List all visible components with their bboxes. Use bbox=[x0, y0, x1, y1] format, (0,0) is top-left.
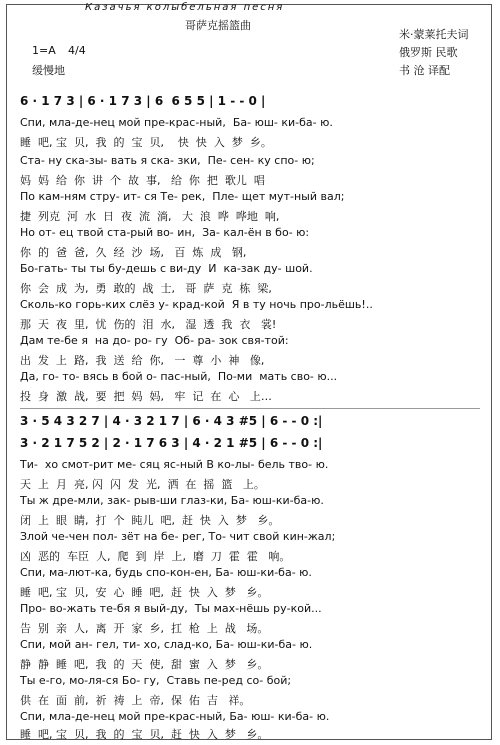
key-signature: 1=A bbox=[32, 44, 56, 57]
lyric-line: Спи, мла-де-нец мой пре-крас-ный, Ба- юш- ки-ба- ю. bbox=[20, 710, 330, 723]
lyric-line: Ты ж дре-мли, зак- рыв-ши глаз-ки, Ба- юш-ки-ба-ю. bbox=[20, 494, 324, 507]
lyric-line: 天 上 月 亮, 闪 闪 发 光, 洒 在 摇 篮 上。 bbox=[20, 478, 265, 491]
lyric-line: Сколь-ко горь-ких слёз у- крад-кой Я в ту ночь про-льёшь!.. bbox=[20, 298, 373, 311]
lyric-line: Но от- ец твой ста-рый во- ин, За- кал-ён в бо- ю: bbox=[20, 226, 310, 239]
lyric-line: 你 的 爸 爸, 久 经 沙 场, 百 炼 成 钢, bbox=[20, 246, 247, 259]
lyric-line: Ты е-го, мо-ля-ся Бо- гу, Ставь пе-ред со- бой; bbox=[20, 674, 292, 687]
lyric-line: 睡 吧, 宝 贝, 安 心 睡 吧, 赶 快 入 梦 乡。 bbox=[20, 586, 269, 599]
time-signature: 4/4 bbox=[68, 44, 86, 57]
lyric-line: 投 身 激 战, 要 把 妈 妈, 牢 记 在 心 上… bbox=[20, 390, 272, 403]
lyric-line: 供 在 面 前, 祈 祷 上 帝, 保 佑 吉 祥。 bbox=[20, 694, 251, 707]
lyric-line: 妈 妈 给 你 讲 个 故 事, 给 你 把 歌儿 唱 bbox=[20, 174, 265, 187]
lyric-line: Про- во-жать те-бя я вый-ду, Ты мах-нёшь ру-кой... bbox=[20, 602, 322, 615]
lyric-line: 你 会 成 为, 勇 敢的 战 士, 哥 萨 克 栋 梁, bbox=[20, 282, 272, 295]
lyric-line: 闭 上 眼 睛, 打 个 盹儿 吧, 赶 快 入 梦 乡。 bbox=[20, 514, 280, 527]
lyric-line: По кам-ням стру- ит- ся Те- рек, Пле- щет мут-ный вал; bbox=[20, 190, 345, 203]
melody-notation-2b: 3 · 2 1 7 5 2 | 2 · 1 7 6 3 | 4 · 2 1 #5 | 6 - - 0 :| bbox=[20, 436, 323, 450]
origin-credit: 俄罗斯 民歌 bbox=[399, 46, 458, 59]
lyric-line: Дам те-бе я на до- ро- гу Об- ра- зок свя-той: bbox=[20, 334, 289, 347]
lyric-line: 睡 吧, 宝 贝, 我 的 宝 贝, 赶 快 入 梦 乡。 bbox=[20, 728, 269, 741]
translator-credit: 书 沧 译配 bbox=[399, 64, 450, 77]
lyric-line: 捷 列克 河 水 日 夜 流 淌, 大 浪 哗 哗地 响, bbox=[20, 210, 280, 223]
lyric-line: 告 别 亲 人, 离 开 家 乡, 扛 枪 上 战 场。 bbox=[20, 622, 269, 635]
lyric-line: 出 发 上 路, 我 送 给 你, 一 尊 小 神 像, bbox=[20, 354, 265, 367]
lyric-line: 静 静 睡 吧, 我 的 天 使, 甜 蜜 入 梦 乡。 bbox=[20, 658, 269, 671]
lyric-line: 凶 恶的 车臣 人, 爬 到 岸 上, 磨 刀 霍 霍 响。 bbox=[20, 550, 291, 563]
russian-title: Казачья колыбельная песня bbox=[85, 2, 285, 13]
lyricist-credit: 米·蒙莱托夫词 bbox=[399, 28, 469, 41]
chinese-title: 哥萨克摇篮曲 bbox=[185, 19, 251, 32]
lyric-line: Да, го- то- вясь в бой о- пас-ный, По-ми мать сво- ю... bbox=[20, 370, 338, 383]
lyric-line: Злой че-чен пол- зёт на бе- рег, То- чит свой кин-жал; bbox=[20, 530, 336, 543]
lyric-line: Спи, мла-де-нец мой пре-крас-ный, Ба- юш- ки-ба- ю. bbox=[20, 116, 333, 129]
lyric-line: Спи, ма-лют-ка, будь спо-кон-ен, Ба- юш-ки-ба- ю. bbox=[20, 566, 312, 579]
tempo-marking: 缓慢地 bbox=[32, 64, 65, 77]
lyric-line: Бо-гать- ты ты бу-дешь с ви-ду И ка-зак ду- шой. bbox=[20, 262, 313, 275]
lyric-line: 那 天 夜 里, 忧 伤的 泪 水, 湿 透 我 衣 裳! bbox=[20, 318, 277, 331]
melody-notation-2a: 3 · 5 4 3 2 7 | 4 · 3 2 1 7 | 6 · 4 3 #5 | 6 - - 0 :| bbox=[20, 414, 323, 428]
lyric-line: 睡 吧, 宝 贝, 我 的 宝 贝, 快 快 入 梦 乡。 bbox=[20, 136, 272, 149]
melody-notation-1: 6 · 1 7 3 | 6 · 1 7 3 | 6 6 5 5 | 1 - - 0 | bbox=[20, 94, 266, 108]
lyric-line: Спи, мой ан- гел, ти- хо, слад-ко, Ба- юш-ки-ба- ю. bbox=[20, 638, 313, 651]
lyric-line: Ти- хо смот-рит ме- сяц яс-ный В ко-лы- бель тво- ю. bbox=[20, 458, 329, 471]
section-divider bbox=[20, 408, 480, 409]
lyric-line: Ста- ну ска-зы- вать я ска- зки, Пе- сен- ку спо- ю; bbox=[20, 154, 315, 167]
